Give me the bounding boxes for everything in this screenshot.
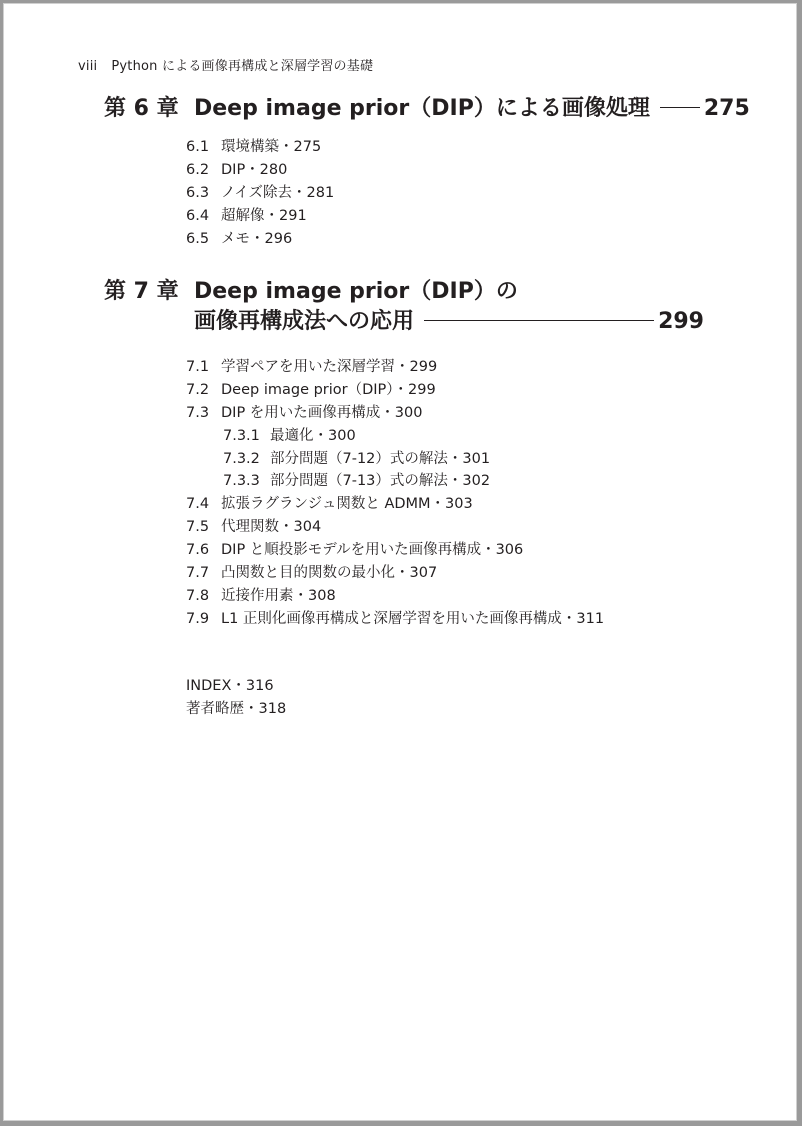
section-number: 7.6: [186, 542, 210, 559]
toc-entry[interactable]: [186, 205, 334, 228]
section-number: 7.1: [186, 359, 210, 375]
section-title: 超解像・291: [221, 207, 307, 224]
toc-entry-index[interactable]: INDEX・316: [186, 678, 274, 694]
section-number: 6.2: [186, 161, 210, 178]
toc-entry[interactable]: [186, 516, 604, 539]
section-title: ノイズ除去・281: [221, 184, 335, 201]
toc-entry[interactable]: [186, 562, 604, 585]
section-number: 7.3: [186, 404, 210, 421]
section-number: 7.5: [186, 519, 210, 536]
section-number: 7.8: [186, 587, 210, 604]
section-title: 拡張ラグランジュ関数と ADMM・303: [221, 496, 473, 513]
toc-entry-author-bio[interactable]: 著者略歴・318: [186, 700, 287, 717]
toc-entry[interactable]: [186, 379, 604, 402]
toc-entry[interactable]: [186, 493, 604, 516]
running-head: [78, 55, 373, 74]
subsection-title: 部分問題（7-12）式の解法・301: [270, 450, 491, 467]
section-number: 7.7: [186, 565, 210, 582]
book-title: Python による画像再構成と深層学習の基礎: [111, 59, 374, 74]
toc-entry[interactable]: [186, 228, 334, 251]
toc-subentry[interactable]: [186, 425, 604, 448]
subsection-number: 7.3.3: [223, 473, 260, 490]
toc-subentry[interactable]: [186, 448, 604, 471]
chapter-6-sections: [186, 136, 334, 250]
chapter-title-line1: Deep image prior（DIP）の: [194, 279, 518, 304]
subsection-number: 7.3.1: [223, 427, 260, 444]
toc-entry[interactable]: [186, 136, 334, 159]
toc-subentry[interactable]: [186, 470, 604, 493]
subsection-number: 7.3.2: [223, 450, 260, 467]
section-title: 学習ペアを用いた深層学習・299: [221, 359, 438, 375]
chapter-title: Deep image prior（DIP）による画像処理: [194, 96, 650, 121]
section-title: L1 正則化画像再構成と深層学習を用いた画像再構成・311: [221, 610, 605, 627]
toc-entry[interactable]: [186, 182, 334, 205]
leader-line: [660, 107, 700, 108]
section-number: 6.1: [186, 139, 210, 155]
toc-entry[interactable]: [186, 539, 604, 562]
section-title: 凸関数と目的関数の最小化・307: [221, 565, 438, 582]
toc-entry[interactable]: [186, 585, 604, 608]
subsection-title: 最適化・300: [270, 427, 356, 444]
page: [3, 3, 797, 1121]
section-number: 7.4: [186, 496, 210, 513]
page-number: viii: [78, 59, 98, 74]
chapter-6-heading: [104, 94, 750, 124]
toc-entry[interactable]: [186, 402, 604, 425]
section-title: DIP を用いた画像再構成・300: [221, 404, 423, 421]
chapter-page: 275: [703, 96, 750, 121]
subsection-title: 部分問題（7-13）式の解法・302: [270, 473, 491, 490]
section-title: DIP と順投影モデルを用いた画像再構成・306: [221, 542, 524, 559]
section-number: 6.5: [186, 230, 210, 247]
toc-entry[interactable]: [186, 356, 604, 379]
toc-entry[interactable]: [186, 608, 604, 631]
chapter-page: 299: [658, 309, 704, 334]
section-title: DIP・280: [221, 161, 288, 178]
section-title: Deep image prior（DIP）・299: [221, 381, 436, 398]
chapter-number: 第 7 章: [104, 279, 179, 304]
chapter-7-sections: [186, 356, 604, 631]
section-number: 7.9: [186, 610, 210, 627]
section-title: メモ・296: [221, 230, 293, 247]
leader-line: [424, 320, 654, 321]
section-title: 環境構築・275: [221, 139, 322, 155]
section-number: 6.4: [186, 207, 210, 224]
toc-entry[interactable]: [186, 159, 334, 182]
section-number: 6.3: [186, 184, 210, 201]
section-title: 代理関数・304: [221, 519, 322, 536]
chapter-number: 第 6 章: [104, 96, 179, 121]
section-title: 近接作用素・308: [221, 587, 336, 604]
chapter-7-heading: [104, 277, 704, 337]
section-number: 7.2: [186, 381, 210, 398]
chapter-title-line2: 画像再構成法への応用: [194, 309, 415, 334]
back-matter: [186, 675, 286, 720]
